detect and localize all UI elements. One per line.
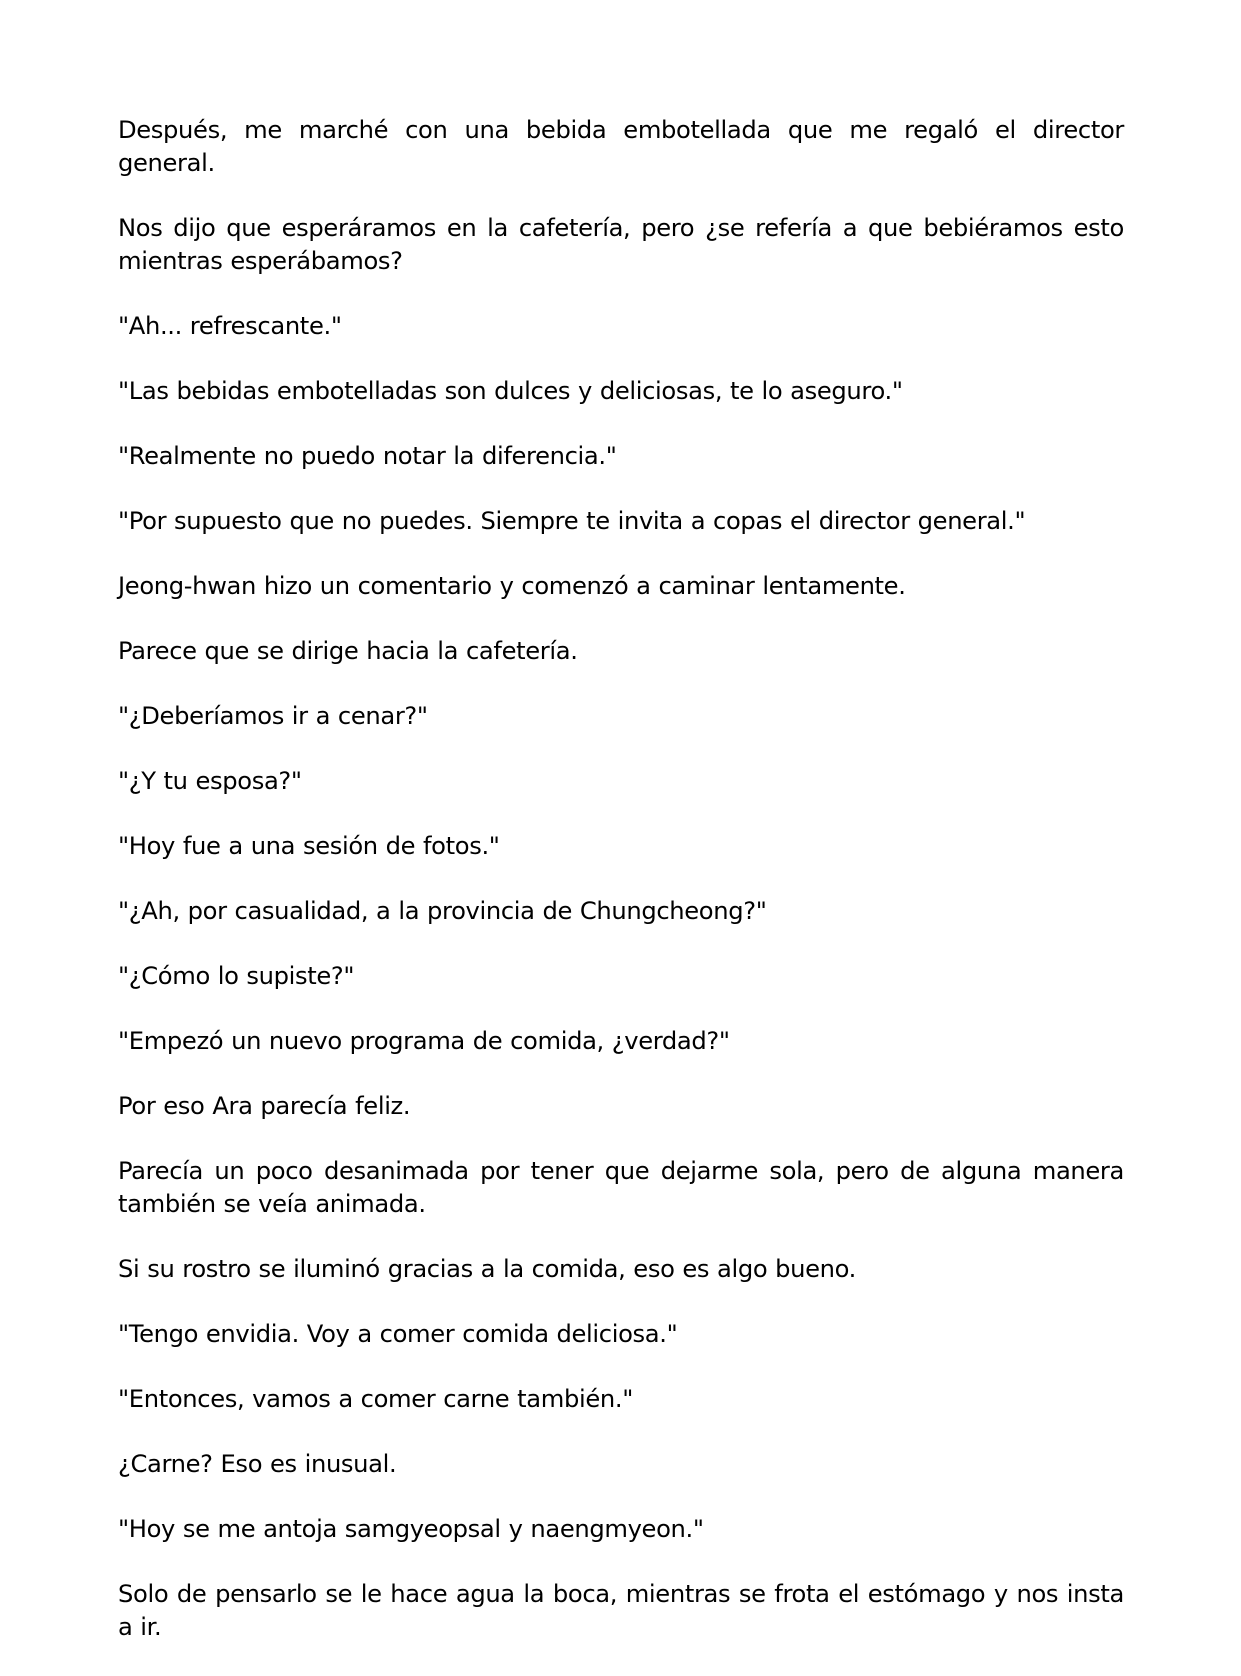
paragraph: "Empezó un nuevo programa de comida, ¿verdad?" bbox=[118, 1027, 730, 1055]
paragraph: Después, me marché con una bebida embotellada que me regaló el director general. bbox=[118, 116, 1124, 177]
paragraph: ¿Carne? Eso es inusual. bbox=[118, 1450, 397, 1478]
paragraph: "Hoy se me antoja samgyeopsal y naengmyeon." bbox=[118, 1515, 704, 1543]
paragraph: "Entonces, vamos a comer carne también." bbox=[118, 1385, 633, 1413]
paragraph: Parece que se dirige hacia la cafetería. bbox=[118, 637, 578, 665]
paragraph: "Realmente no puedo notar la diferencia." bbox=[118, 442, 617, 470]
paragraph: Nos dijo que esperáramos en la cafetería, pero ¿se refería a que bebiéramos esto mientras esperábamos? bbox=[118, 214, 1124, 275]
paragraph: Parecía un poco desanimada por tener que dejarme sola, pero de alguna manera también se veía animada. bbox=[118, 1157, 1124, 1218]
paragraph: "Ah... refrescante." bbox=[118, 312, 342, 340]
paragraph: "Las bebidas embotelladas son dulces y deliciosas, te lo aseguro." bbox=[118, 377, 903, 405]
paragraph: "¿Y tu esposa?" bbox=[118, 767, 302, 795]
paragraph: Jeong-hwan hizo un comentario y comenzó a caminar lentamente. bbox=[118, 572, 906, 600]
paragraph: "¿Deberíamos ir a cenar?" bbox=[118, 702, 428, 730]
paragraph: "¿Cómo lo supiste?" bbox=[118, 962, 355, 990]
paragraph: "Hoy fue a una sesión de fotos." bbox=[118, 832, 500, 860]
paragraph: Solo de pensarlo se le hace agua la boca, mientras se frota el estómago y nos insta a ir. bbox=[118, 1580, 1124, 1641]
paragraph: Si su rostro se iluminó gracias a la comida, eso es algo bueno. bbox=[118, 1255, 856, 1283]
paragraph: "Por supuesto que no puedes. Siempre te invita a copas el director general." bbox=[118, 507, 1026, 535]
document-body bbox=[118, 114, 1124, 1676]
paragraph: Por eso Ara parecía feliz. bbox=[118, 1092, 411, 1120]
paragraph: "¿Ah, por casualidad, a la provincia de Chungcheong?" bbox=[118, 897, 767, 925]
paragraph: "Tengo envidia. Voy a comer comida deliciosa." bbox=[118, 1320, 678, 1348]
